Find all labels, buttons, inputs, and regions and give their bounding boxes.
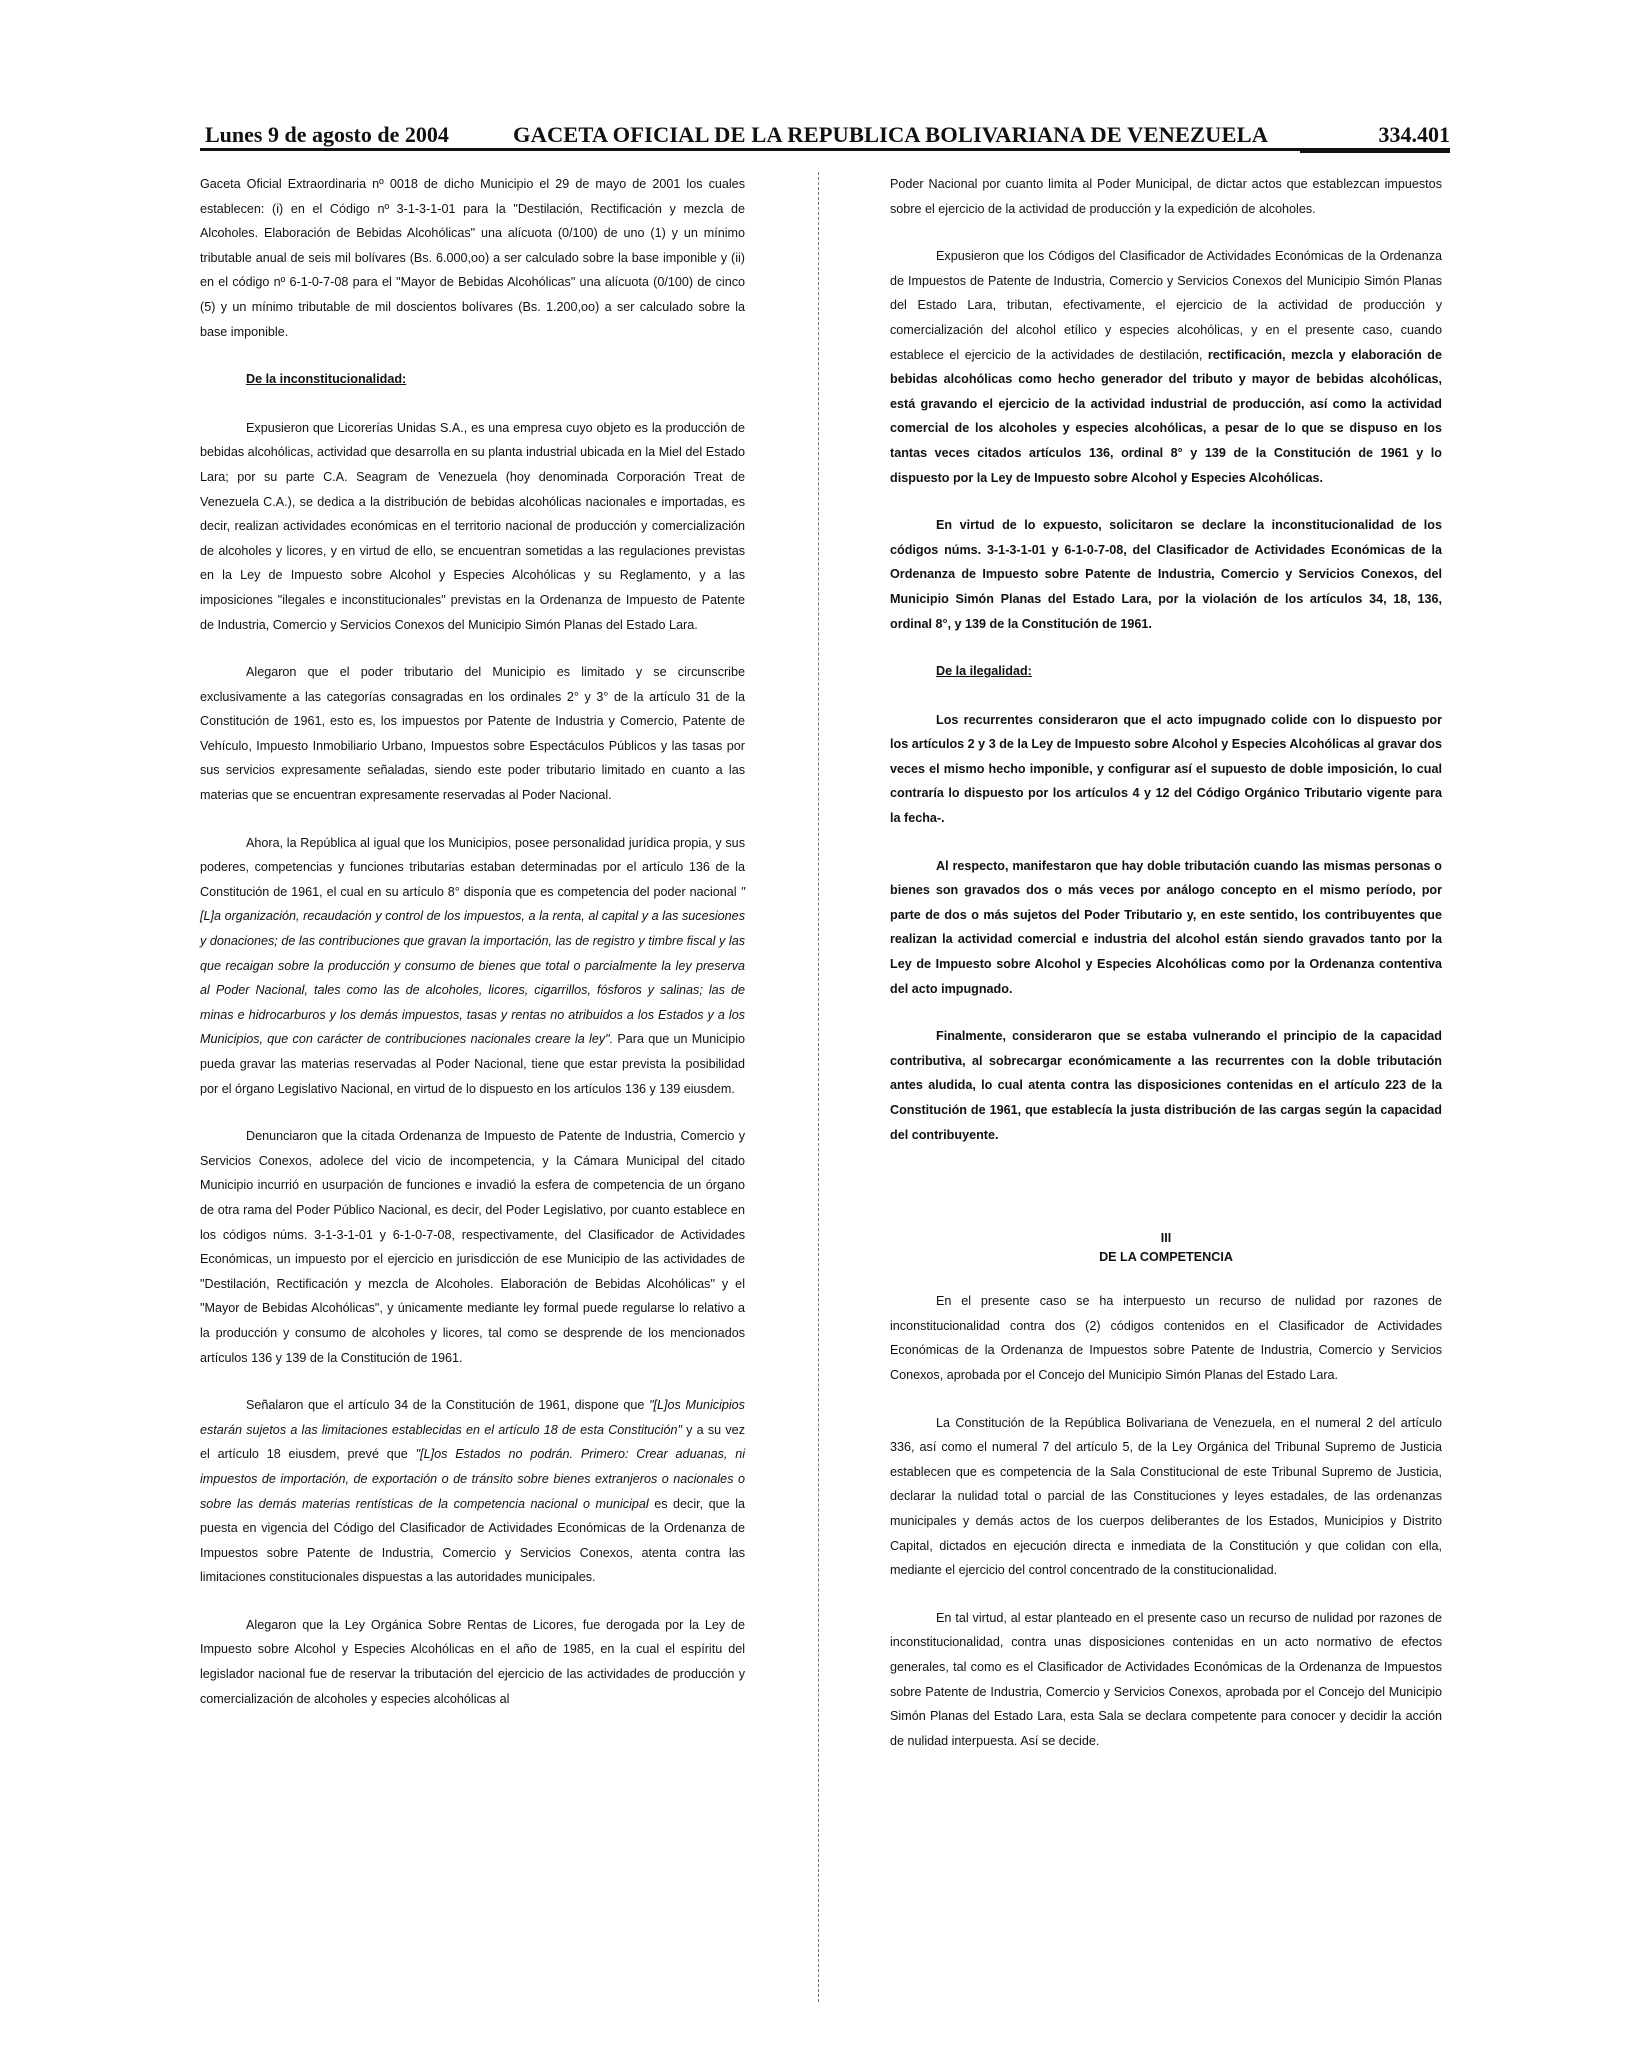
header-title: GACETA OFICIAL DE LA REPUBLICA BOLIVARIANA DE VENEZUELA bbox=[513, 122, 1269, 147]
header-rule bbox=[200, 148, 1450, 151]
left-paragraph-2: Expusieron que Licorerías Unidas S.A., es una empresa cuyo objeto es la producción de bebidas alcohólicas, actividad que desarrolla en su planta industrial ubicada en la Miel del Estado Lara; por su parte C.A. Seagram de Venezuela (hoy denominada Corporación Treat de Venezuela C.A.), se dedica a la distribución de bebidas alcohólicas nacionales e importadas, es decir, realizan actividades económicas en el territorio nacional de producción y comercialización de alcoholes y licores, y en virtud de ello, se encuentran sometidas a las regulaciones previstas en la Ley de Impuesto sobre Alcohol y Especies Alcohólicas y su Reglamento, y a las imposiciones "ilegales e inconstitucionales" previstas en la Ordenanza de Impuesto de Patente de Industria, Comercio y Servicios Conexos del Municipio Simón Planas del Estado Lara. bbox=[200, 420, 745, 632]
p6-tail: es decir, que la puesta en vigencia del Código del Clasificador de Actividades Económicas de la Ordenanza de Impuestos sobre Patente de Industria, Comercio y Servicios Conexos, atenta contra las limitaciones constitucionales dispuestas a las autoridades municipales. bbox=[200, 1496, 745, 1585]
header-page-number: 334.401 bbox=[1378, 122, 1450, 147]
right-paragraph-7: En el presente caso se ha interpuesto un recurso de nulidad por razones de inconstitucionalidad contra dos (2) códigos contenidos en el Clasificador de Actividades Económicas de la Ordenanza de Impuestos sobre Patente de Industria, Comercio y Servicios Conexos, aprobada por el Concejo del Municipio Simón Planas del Estado Lara. bbox=[890, 1294, 1442, 1382]
p6-mid: y a su vez el artículo 18 eiusdem, prevé que bbox=[200, 1422, 745, 1462]
p2-lead: Expusieron que los Códigos del Clasificador de Actividades Económicas de la Ordenanza de Impuestos de Patente de Industria, Comercio y Servicios Conexos del Municipio Simón Planas del Estado Lara, tributan, efectivamente, el ejercicio de la actividad de producción y comercialización del alcohol etílico y especies alcohólicas, y en el presente caso, cuando establece el ejercicio de la actividades de destilación, bbox=[890, 249, 1442, 362]
right-paragraph-4: Los recurrentes consideraron que el acto impugnado colide con lo dispuesto por los artículos 2 y 3 de la Ley de Impuesto sobre Alcohol y Especies Alcohólicas al gravar dos veces el mismo hecho imponible, y configurar así el supuesto de doble imposición, lo cual contraría lo dispuesto por los artículos 4 y 12 del Código Orgánico Tributario vigente para la fecha-. bbox=[890, 712, 1442, 826]
p4-tail: Para que un Municipio pueda gravar las materias reservadas al Poder Nacional, tiene que estar prevista la posibilidad por el órgano Legislativo Nacional, en virtud de lo dispuesto en los artículos 136 y 139 eiusdem. bbox=[200, 1032, 745, 1096]
left-paragraph-4 bbox=[200, 831, 745, 1102]
page-header bbox=[205, 118, 1450, 152]
p6-quote-1: "[L]os Municipios estarán sujetos a las limitaciones establecidas en el artículo 18 de esta Constitución" bbox=[200, 1398, 745, 1437]
left-column bbox=[200, 172, 745, 1734]
right-paragraph-1: Poder Nacional por cuanto limita al Poder Municipal, de dictar actos que establezcan impuestos sobre el ejercicio de la actividad de producción y la expedición de alcoholes. bbox=[890, 177, 1442, 216]
right-paragraph-2 bbox=[890, 244, 1442, 490]
left-paragraph-1: Gaceta Oficial Extraordinaria nº 0018 de dicho Municipio el 29 de mayo de 2001 los cuales establecen: (i) en el Código nº 3-1-3-1-01 para la "Destilación, Rectificación y mezcla de Alcoholes. Elaboración de Bebidas Alcohólicas" una alícuota (0/100) de uno (1) y un mínimo tributable anual de seis mil bolívares (Bs. 6.000,oo) a ser calculado sobre la base imponible y (ii) en el código nº 6-1-0-7-08 para el "Mayor de Bebidas Alcohólicas" una alícuota (0/100) de cinco (5) y un mínimo tributable de mil doscientos bolívares (Bs. 1.200,oo) a ser calculado sobre la base imponible. bbox=[200, 177, 745, 339]
p4-quote: "[L]a organización, recaudación y control de los impuestos, a la renta, al capital y a las sucesiones y donaciones; de las contribuciones que gravan la importación, las de registro y timbre fiscal y las que recaigan sobre la producción y consumo de bienes que total o parcialmente la ley preserva al Poder Nacional, tales como las de alcoholes, licores, cigarrillos, fósforos y salinas; las de minas e hidrocarburos y los demás impuestos, tasas y rentas no atribuidos a los Estados y a los Municipios, que con carácter de contribuciones nacionales creare la ley". bbox=[200, 884, 745, 1047]
section-title: DE LA COMPETENCIA bbox=[1099, 1250, 1233, 1265]
heading-ilegalidad: De la ilegalidad: bbox=[936, 664, 1032, 679]
section-heading bbox=[890, 1229, 1442, 1267]
right-paragraph-3: En virtud de lo expuesto, solicitaron se declare la inconstitucionalidad de los códigos núms. 3-1-3-1-01 y 6-1-0-7-08, del Clasificador de Actividades Económicas de la Ordenanza de Impuesto sobre Patente de Industria, Comercio y Servicios Conexos, del Municipio Simón Planas del Estado Lara, por la violación de los artículos 34, 18, 136, ordinal 8°, y 139 de la Constitución de 1961. bbox=[890, 518, 1442, 631]
right-column bbox=[890, 172, 1442, 1776]
p2-bold: rectificación, mezcla y elaboración de bebidas alcohólicas como hecho generador del tributo y mayor de bebidas alcohólicas, está gravando el ejercicio de la actividad industrial de producción, así como la actividad comercial de los alcoholes y especies alcohólicas, a pesar de lo que se dispuso en los tantas veces citados artículos 136, ordinal 8° y 139 de la Constitución de 1961 y lo dispuesto por la Ley de Impuesto sobre Alcohol y Especies Alcohólicas. bbox=[890, 347, 1442, 485]
p6-lead: Señalaron que el artículo 34 de la Constitución de 1961, dispone que bbox=[246, 1398, 650, 1413]
heading-inconstitucionalidad: De la inconstitucionalidad: bbox=[246, 372, 407, 387]
right-paragraph-8: La Constitución de la República Bolivariana de Venezuela, en el numeral 2 del artículo 336, así como el numeral 7 del artículo 5, de la Ley Orgánica del Tribunal Supremo de Justicia establecen que es competencia de la Sala Constitucional de este Tribunal Supremo de Justicia, declarar la nulidad total o parcial de las Constituciones y leyes estadales, de las ordenanzas municipales y demás actos de los cuerpos deliberantes de los Estados, Municipios y Distrito Capital, dictados en ejecución directa e inmediata de la Constitución y que colidan con ella, mediante el ejercicio del control concentrado de la constitucionalidad. bbox=[890, 1415, 1442, 1578]
column-divider bbox=[818, 172, 820, 2002]
right-paragraph-6: Finalmente, consideraron que se estaba vulnerando el principio de la capacidad contributiva, al sobrecargar económicamente a las recurrentes con la doble tributación antes aludida, lo cual atenta contra las disposiciones contenidas en el artículo 223 de la Constitución de 1961, que establecía la justa distribución de las cargas según la capacidad del contribuyente. bbox=[890, 1029, 1442, 1142]
header-rule-accent bbox=[1300, 151, 1450, 153]
right-paragraph-9: En tal virtud, al estar planteado en el presente caso un recurso de nulidad por razones de inconstitucionalidad, contra unas disposiciones contenidas en un acto normativo de efectos generales, tal como es el Clasificador de Actividades Económicas de la Ordenanza de Impuestos sobre Patente de Industria, Comercio y Servicios Conexos, aprobada por el Concejo del Municipio Simón Planas del Estado Lara, esta Sala se declara competente para conocer y decidir la acción de nulidad interpuesta. Así se decide. bbox=[890, 1610, 1442, 1748]
left-paragraph-6 bbox=[200, 1393, 745, 1590]
left-paragraph-5: Denunciaron que la citada Ordenanza de Impuesto de Patente de Industria, Comercio y Servicios Conexos, adolece del vicio de incompetencia, y la Cámara Municipal del citado Municipio incurrió en usurpación de funciones e invadió la esfera de competencia de un órgano de otra rama del Poder Público Nacional, es decir, del Poder Legislativo, por cuanto establece en los códigos núms. 3-1-3-1-01 y 6-1-0-7-08, respectivamente, del Clasificador de Actividades Económicas, un impuesto por el ejercicio en jurisdicción de ese Municipio de las actividades de "Destilación, Rectificación y mezcla de Alcoholes. Elaboración de Bebidas Alcohólicas" y el "Mayor de Bebidas Alcohólicas", y únicamente mediante ley formal puede regularse lo relativo a la producción y consumo de alcoholes y licores, tal como se desprende de los mencionados artículos 136 y 139 de la Constitución de 1961. bbox=[200, 1129, 745, 1365]
section-number: III bbox=[1160, 1231, 1172, 1246]
p6-quote-2: "[L]os Estados no podrán. Primero: Crear aduanas, ni impuestos de importación, de exportación o de tránsito sobre bienes extranjeros o nacionales o sobre las demás materias rentísticas de la competencia nacional o municipal bbox=[200, 1447, 745, 1511]
left-paragraph-7: Alegaron que la Ley Orgánica Sobre Rentas de Licores, fue derogada por la Ley de Impuesto sobre Alcohol y Especies Alcohólicas en el año de 1985, en la cual el espíritu del legislador nacional fue de reservar la tributación del ejercicio de las actividades de producción y comercialización de alcoholes y especies alcohólicas al bbox=[200, 1617, 745, 1706]
left-paragraph-3: Alegaron que el poder tributario del Municipio es limitado y se circunscribe exclusivamente a las categorías consagradas en los ordinales 2° y 3° de la artículo 31 de la Constitución de 1961, esto es, los impuestos por Patente de Industria y Comercio, Patente de Vehículo, Impuesto Inmobiliario Urbano, Impuestos sobre Espectáculos Públicos y las tasas por sus servicios expresamente señaladas, siendo este poder tributario limitado en cuanto a las materias que se encuentran expresamente reservadas al Poder Nacional. bbox=[200, 665, 745, 803]
right-paragraph-5: Al respecto, manifestaron que hay doble tributación cuando las mismas personas o bienes son gravados dos o más veces por análogo concepto en el mismo período, por parte de dos o más sujetos del Poder Tributario y, en este sentido, los contribuyentes que realizan la actividad comercial e industria del alcohol están siendo gravados tanto por la Ley de Impuesto sobre Alcohol y Especies Alcohólicas como por la Ordenanza contentiva del acto impugnado. bbox=[890, 858, 1442, 996]
p4-lead: Ahora, la República al igual que los Municipios, posee personalidad jurídica propia, y sus poderes, competencias y funciones tributarias estaban determinadas por el artículo 136 de la Constitución de 1961, el cual en su artículo 8° disponía que es competencia del poder nacional bbox=[200, 835, 745, 899]
header-date: Lunes 9 de agosto de 2004 bbox=[205, 122, 449, 147]
